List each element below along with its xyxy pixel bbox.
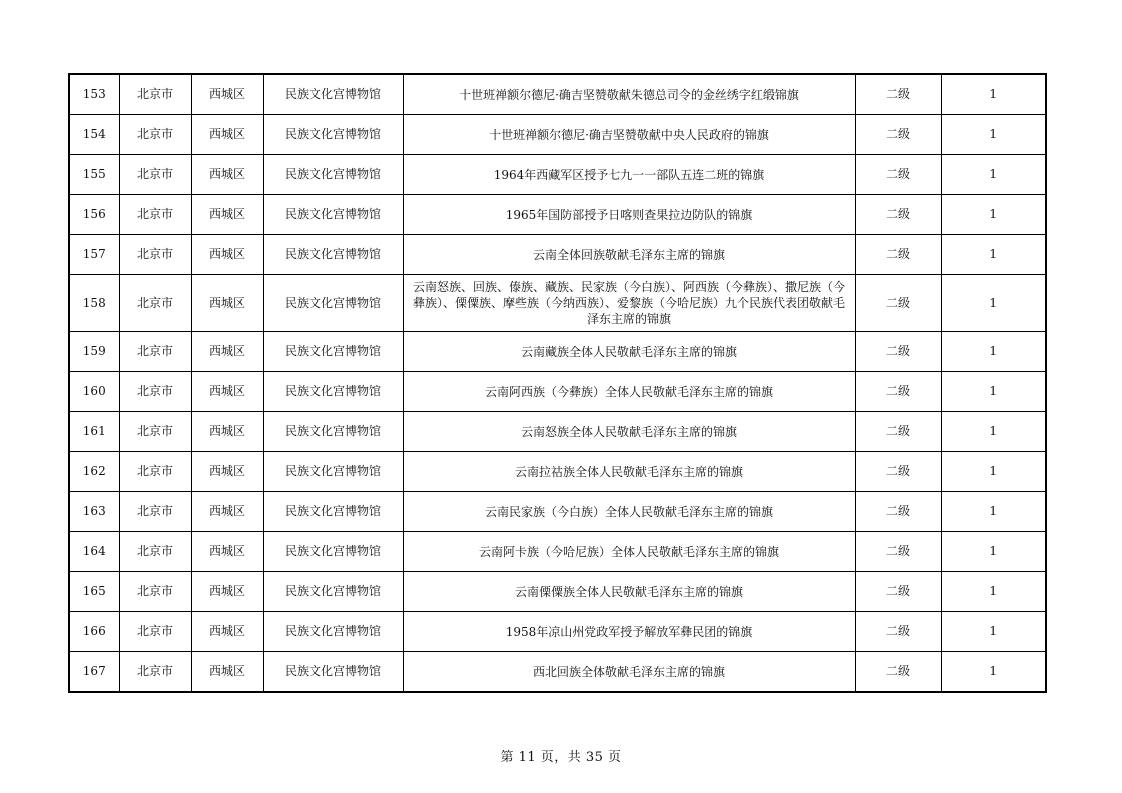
district-cell: 西城区 xyxy=(191,332,263,372)
row-number: 166 xyxy=(69,612,119,652)
museum-cell: 民族文化宫博物馆 xyxy=(263,372,403,412)
city-cell: 北京市 xyxy=(119,74,191,115)
city-cell: 北京市 xyxy=(119,572,191,612)
artifact-title-cell: 云南全体回族敬献毛泽东主席的锦旗 xyxy=(403,235,855,275)
museum-cell: 民族文化宫博物馆 xyxy=(263,412,403,452)
row-number: 156 xyxy=(69,195,119,235)
row-number: 161 xyxy=(69,412,119,452)
museum-cell: 民族文化宫博物馆 xyxy=(263,452,403,492)
table-row xyxy=(69,532,1046,572)
table-row xyxy=(69,492,1046,532)
table-row xyxy=(69,275,1046,332)
district-cell: 西城区 xyxy=(191,235,263,275)
grade-cell: 二级 xyxy=(855,74,941,115)
count-cell: 1 xyxy=(941,74,1046,115)
table-row xyxy=(69,332,1046,372)
district-cell: 西城区 xyxy=(191,652,263,693)
museum-cell: 民族文化宫博物馆 xyxy=(263,532,403,572)
museum-cell: 民族文化宫博物馆 xyxy=(263,275,403,332)
artifact-title-cell: 1965年国防部授予日喀则查果拉边防队的锦旗 xyxy=(403,195,855,235)
table-row xyxy=(69,235,1046,275)
count-cell: 1 xyxy=(941,115,1046,155)
artifact-title-cell: 云南傈僳族全体人民敬献毛泽东主席的锦旗 xyxy=(403,572,855,612)
city-cell: 北京市 xyxy=(119,115,191,155)
district-cell: 西城区 xyxy=(191,275,263,332)
artifact-title-cell: 十世班禅额尔德尼·确吉坚赞敬献中央人民政府的锦旗 xyxy=(403,115,855,155)
grade-cell: 二级 xyxy=(855,492,941,532)
district-cell: 西城区 xyxy=(191,532,263,572)
table-row xyxy=(69,74,1046,115)
table-row xyxy=(69,372,1046,412)
table-row xyxy=(69,115,1046,155)
row-number: 155 xyxy=(69,155,119,195)
row-number: 159 xyxy=(69,332,119,372)
artifact-title-cell: 云南阿西族（今彝族）全体人民敬献毛泽东主席的锦旗 xyxy=(403,372,855,412)
table-row xyxy=(69,452,1046,492)
district-cell: 西城区 xyxy=(191,572,263,612)
grade-cell: 二级 xyxy=(855,332,941,372)
count-cell: 1 xyxy=(941,332,1046,372)
grade-cell: 二级 xyxy=(855,275,941,332)
table-row xyxy=(69,572,1046,612)
count-cell: 1 xyxy=(941,572,1046,612)
count-cell: 1 xyxy=(941,155,1046,195)
city-cell: 北京市 xyxy=(119,652,191,693)
museum-cell: 民族文化宫博物馆 xyxy=(263,155,403,195)
museum-cell: 民族文化宫博物馆 xyxy=(263,115,403,155)
museum-cell: 民族文化宫博物馆 xyxy=(263,612,403,652)
table-row xyxy=(69,155,1046,195)
museum-cell: 民族文化宫博物馆 xyxy=(263,652,403,693)
museum-cell: 民族文化宫博物馆 xyxy=(263,492,403,532)
district-cell: 西城区 xyxy=(191,155,263,195)
museum-cell: 民族文化宫博物馆 xyxy=(263,332,403,372)
table-row xyxy=(69,195,1046,235)
city-cell: 北京市 xyxy=(119,532,191,572)
district-cell: 西城区 xyxy=(191,74,263,115)
grade-cell: 二级 xyxy=(855,372,941,412)
city-cell: 北京市 xyxy=(119,452,191,492)
count-cell: 1 xyxy=(941,532,1046,572)
grade-cell: 二级 xyxy=(855,155,941,195)
artifact-title-cell: 云南藏族全体人民敬献毛泽东主席的锦旗 xyxy=(403,332,855,372)
museum-cell: 民族文化宫博物馆 xyxy=(263,74,403,115)
row-number: 165 xyxy=(69,572,119,612)
row-number: 167 xyxy=(69,652,119,693)
grade-cell: 二级 xyxy=(855,612,941,652)
artifact-title-cell: 1964年西藏军区授予七九一一部队五连二班的锦旗 xyxy=(403,155,855,195)
table-row xyxy=(69,612,1046,652)
artifact-title-cell: 云南阿卡族（今哈尼族）全体人民敬献毛泽东主席的锦旗 xyxy=(403,532,855,572)
artifact-title-cell: 云南怒族全体人民敬献毛泽东主席的锦旗 xyxy=(403,412,855,452)
row-number: 160 xyxy=(69,372,119,412)
city-cell: 北京市 xyxy=(119,195,191,235)
collection-table xyxy=(68,73,1047,693)
city-cell: 北京市 xyxy=(119,612,191,652)
count-cell: 1 xyxy=(941,612,1046,652)
count-cell: 1 xyxy=(941,652,1046,693)
city-cell: 北京市 xyxy=(119,372,191,412)
district-cell: 西城区 xyxy=(191,115,263,155)
district-cell: 西城区 xyxy=(191,612,263,652)
count-cell: 1 xyxy=(941,275,1046,332)
table-row xyxy=(69,652,1046,693)
city-cell: 北京市 xyxy=(119,155,191,195)
grade-cell: 二级 xyxy=(855,652,941,693)
artifact-title-cell: 十世班禅额尔德尼·确吉坚赞敬献朱德总司令的金丝绣字红缎锦旗 xyxy=(403,74,855,115)
district-cell: 西城区 xyxy=(191,412,263,452)
grade-cell: 二级 xyxy=(855,235,941,275)
city-cell: 北京市 xyxy=(119,412,191,452)
museum-cell: 民族文化宫博物馆 xyxy=(263,195,403,235)
artifact-title-cell: 云南拉祜族全体人民敬献毛泽东主席的锦旗 xyxy=(403,452,855,492)
table-body xyxy=(69,74,1046,692)
count-cell: 1 xyxy=(941,452,1046,492)
table-row xyxy=(69,412,1046,452)
city-cell: 北京市 xyxy=(119,275,191,332)
grade-cell: 二级 xyxy=(855,195,941,235)
grade-cell: 二级 xyxy=(855,572,941,612)
artifact-title-cell: 西北回族全体敬献毛泽东主席的锦旗 xyxy=(403,652,855,693)
row-number: 153 xyxy=(69,74,119,115)
city-cell: 北京市 xyxy=(119,332,191,372)
district-cell: 西城区 xyxy=(191,372,263,412)
row-number: 163 xyxy=(69,492,119,532)
district-cell: 西城区 xyxy=(191,492,263,532)
count-cell: 1 xyxy=(941,195,1046,235)
city-cell: 北京市 xyxy=(119,235,191,275)
grade-cell: 二级 xyxy=(855,452,941,492)
city-cell: 北京市 xyxy=(119,492,191,532)
count-cell: 1 xyxy=(941,372,1046,412)
count-cell: 1 xyxy=(941,235,1046,275)
artifact-title-cell: 1958年凉山州党政军授予解放军彝民团的锦旗 xyxy=(403,612,855,652)
district-cell: 西城区 xyxy=(191,452,263,492)
row-number: 158 xyxy=(69,275,119,332)
row-number: 164 xyxy=(69,532,119,572)
museum-cell: 民族文化宫博物馆 xyxy=(263,235,403,275)
count-cell: 1 xyxy=(941,492,1046,532)
artifact-title-cell: 云南怒族、回族、傣族、藏族、民家族（今白族）、阿西族（今彝族）、撒尼族（今彝族）、傈僳族、摩些族（今纳西族）、爱黎族（今哈尼族）九个民族代表团敬献毛泽东主席的锦旗 xyxy=(403,275,855,332)
page-number-footer: 第 11 页，共 35 页 xyxy=(500,750,622,765)
grade-cell: 二级 xyxy=(855,532,941,572)
grade-cell: 二级 xyxy=(855,115,941,155)
row-number: 157 xyxy=(69,235,119,275)
district-cell: 西城区 xyxy=(191,195,263,235)
row-number: 154 xyxy=(69,115,119,155)
artifact-title-cell: 云南民家族（今白族）全体人民敬献毛泽东主席的锦旗 xyxy=(403,492,855,532)
grade-cell: 二级 xyxy=(855,412,941,452)
count-cell: 1 xyxy=(941,412,1046,452)
row-number: 162 xyxy=(69,452,119,492)
museum-cell: 民族文化宫博物馆 xyxy=(263,572,403,612)
